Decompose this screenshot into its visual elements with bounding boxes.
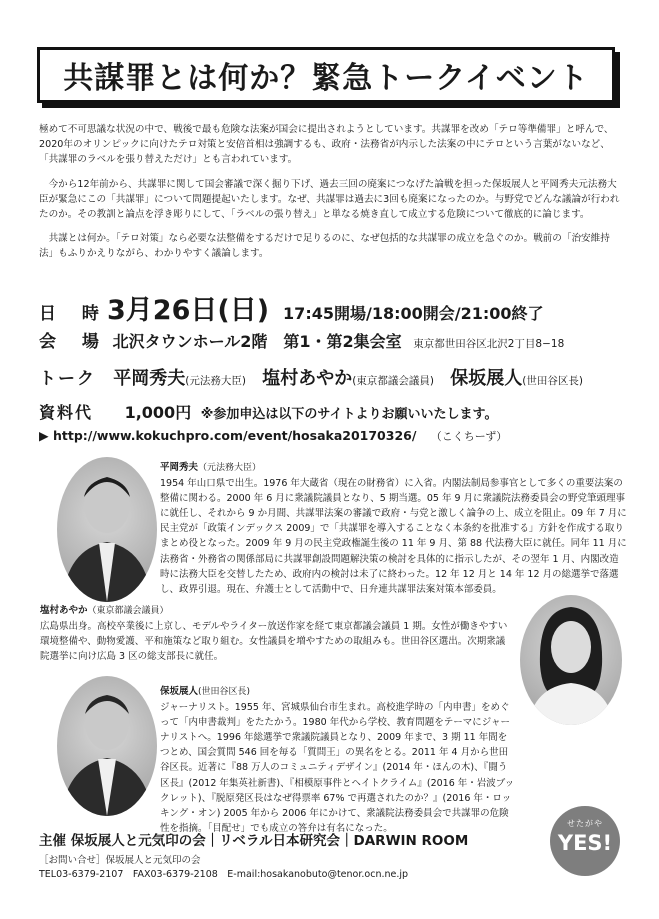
- bio-name-line: [160, 460, 628, 476]
- bio-shiomura: [40, 603, 510, 664]
- speaker-name: 平岡秀夫: [113, 368, 186, 389]
- event-date: 3月26日(日): [107, 295, 270, 326]
- contact-label: ［お問い合せ］保坂展人と元気印の会: [39, 855, 201, 866]
- url-note: （こくちーず）: [430, 430, 508, 443]
- date-row: [39, 288, 544, 327]
- speaker-role: (世田谷区長): [522, 375, 583, 387]
- intro-text: [39, 122, 624, 271]
- bio-name: 保坂展人: [160, 686, 199, 697]
- setagaya-yes-logo: [550, 806, 620, 876]
- bio-role: （元法務大臣）: [198, 463, 262, 473]
- contact-details: TEL03-6379-2107 FAX03-6379-2108 E-mail:hosakanobuto@tenor.ocn.ne.jp: [39, 869, 409, 880]
- bio-text: 1954 年山口県で出生。1976 年大蔵省（現在の財務省）に入省。内閣法制局参事官として多くの重要法案の整備に関わる。2000 年 6 月に衆議院議員となり、5 期当選。05 年 9 月に衆議院法務委員会の野党筆頭理事に就任し、それから 9 か月間、共謀罪法案の審議で政府・与党と激しく論争の上、成立を阻止。09 年 7 月に民主党が「政策インデックス 2009」で「共謀罪を導入することなく本条約を批准する」方針を作成する取りまとめ役となった。2009 年 9 月の民主党政権誕生後の 11 年 9 月、第 88 代法務大臣に就任。同年 11 月に法務省・外務省の関係部局に共謀罪創設問題解決策の検討を具体的に指示したが、その翌年 1 月、内閣改造時に法務大臣を交替したため、政府内の検討は未了に終わった。12 年 12 月と 14 年 12 月の総選挙で落選し、政界引退。現在、弁護士として活動中で、日弁連共謀罪法案対策本部委員。: [160, 478, 627, 595]
- bio-name: 平岡秀夫: [160, 462, 199, 473]
- bio-text: 広島県出身。高校卒業後に上京し、モデルやライター放送作家を経て東京都議会議員 1 期。女性が働きやすい環境整備や、動物愛護、平和施策など取り組む。女性議員を増やすための取組みも。世田谷区選出。次期衆議院選挙に向け広島 3 区の総支部長に就任。: [40, 621, 508, 663]
- speaker-role: (元法務大臣): [185, 375, 246, 387]
- speaker-name: 塩村あやか: [262, 368, 353, 389]
- organizers: 主催 保坂展人と元気印の会｜リベラル日本研究会｜DARWIN ROOM: [39, 833, 469, 849]
- event-times: 17:45開場/18:00開会/21:00終了: [283, 304, 544, 323]
- bio-hosaka: [160, 684, 515, 836]
- talk-label: トーク: [39, 369, 96, 389]
- venue-address: 東京都世田谷区北沢2丁目8−18: [413, 338, 565, 350]
- talk-row: [39, 364, 593, 390]
- logo-big-text: YES!: [557, 831, 613, 855]
- fee-amount: 1,000円: [124, 403, 192, 422]
- bio-name: 塩村あやか: [40, 605, 88, 616]
- fee-note: ※参加申込は以下のサイトよりお願いいたします。: [200, 407, 498, 422]
- hiraoka-photo: [57, 457, 157, 602]
- url-row: [39, 428, 507, 444]
- page-title: 共謀罪とは何か？緊急トークイベント: [63, 61, 589, 96]
- fee-label: 資料代: [39, 403, 94, 422]
- bio-hiraoka: [160, 460, 628, 597]
- venue-row: [39, 327, 564, 352]
- footer: [39, 829, 539, 882]
- hosaka-photo: [57, 676, 157, 816]
- shiomura-photo: [520, 595, 622, 725]
- event-url-link[interactable]: ▶ http://www.kokuchpro.com/event/hosaka20170326/: [39, 428, 417, 443]
- logo-small-text: せたがや: [567, 819, 603, 828]
- speaker-role: (東京都議会議員): [352, 375, 434, 387]
- bio-role: （東京都議会議員）: [87, 606, 169, 616]
- bio-name-line: [160, 684, 515, 700]
- bio-name-line: [40, 603, 510, 619]
- fee-row: [39, 400, 497, 423]
- title-box: [37, 47, 615, 103]
- date-label: 日 時: [39, 304, 109, 324]
- intro-paragraph: 共謀とは何か。「テロ対策」なら必要な法整備をするだけで足りるのに、なぜ包括的な共謀罪の成立を急ぐのか。戦前の「治安維持法」もふりかえりながら、わかりやすく議論します。: [39, 233, 610, 260]
- bio-role: (世田谷区長): [198, 687, 251, 697]
- intro-paragraph: 今から12年前から、共謀罪に関して国会審議で深く掘り下げ、過去三回の廃案につなげた論戦を担った保坂展人と平岡秀夫元法務大臣が緊急にこの「共謀罪」について問題提起いたします。なぜ、共謀罪は過去に3回も廃案になったのか。与野党でどんな議論が行われたのか。その教訓と論点を浮き彫りにして、「ラベルの張り替え」と単なる焼き直して成立する危険について徹底的に論じます。: [39, 178, 620, 221]
- venue-name: 北沢タウンホール2階 第1・第2集会室: [112, 332, 402, 351]
- speaker-name: 保坂展人: [450, 368, 523, 389]
- bio-text: ジャーナリスト。1955 年、宮城県仙台市生まれ。高校進学時の「内申書」をめぐって「内申書裁判」をたたかう。1980 年代から学校、教育問題をテーマにジャーナリストへ。1996 年総選挙で衆議院議員となり、2009 年まで、3 期 11 年間をつとめ、国会質問 546 回を毎る「質問王」の異名をとる。2011 年 4 月から世田谷区長。近著に『88 万人のコミュニティデザイン』(2014 年・ほんの木)、『闘う区長』(2012 年集英社新書)、『相模原事件とヘイトクライム』(2016 年・岩波ブックレット)、『脱原発区長はなぜ得票率 67% で再選されたのか？』(2016 年・ロッキング・オン) 2005 年から 2006 年にかけて、衆議院法務委員会で共謀罪の危険性を指摘。「目配せ」でも成立の答弁は有名になった。: [160, 702, 515, 834]
- venue-label: 会 場: [39, 332, 109, 352]
- intro-paragraph: 極めて不可思議な状況の中で、戦後で最も危険な法案が国会に提出されようとしています。共謀罪を改め「テロ等準備罪」と呼んで、2020年のオリンピックに向けたテロ対策と安倍首相は強調するも、政府・法務省が内示した法案の中にテロという言葉がないなど、「共謀罪のラベルを張り替えただけ」とも言われています。: [39, 124, 614, 166]
